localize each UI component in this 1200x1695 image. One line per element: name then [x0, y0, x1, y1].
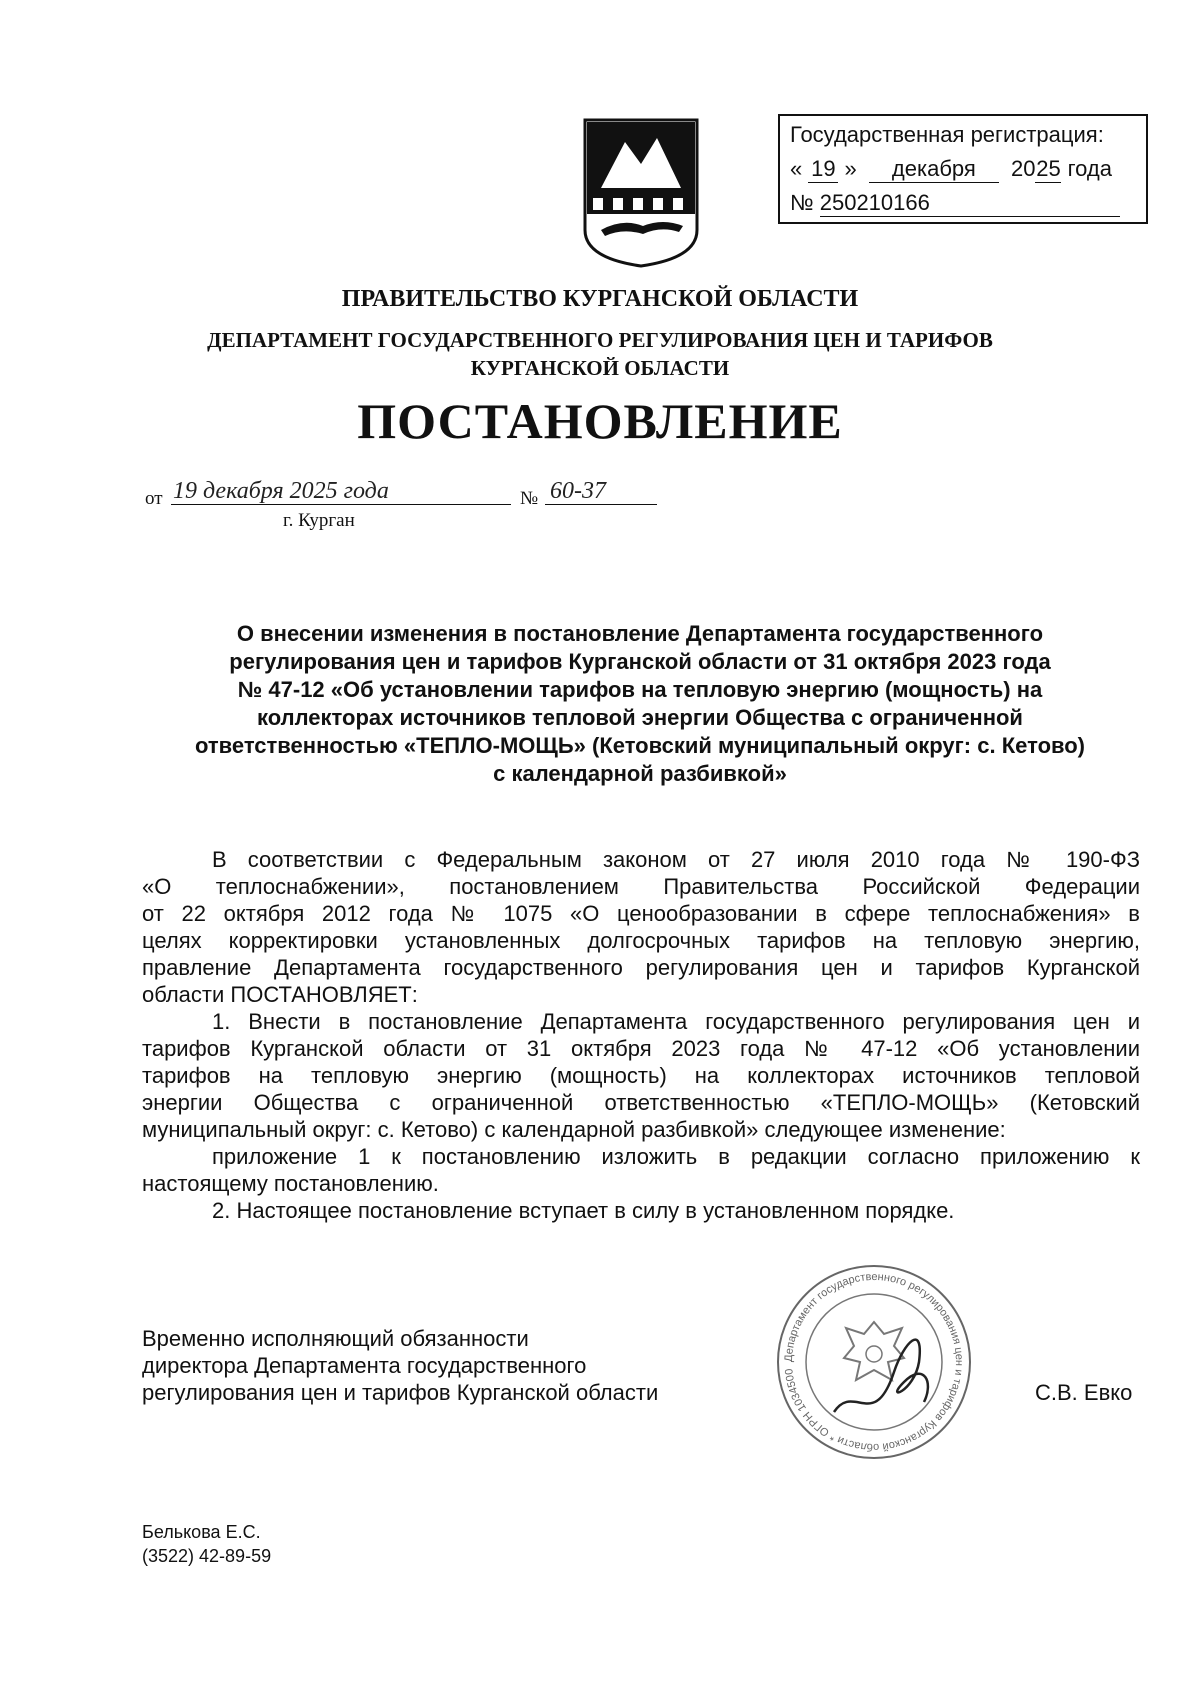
registration-day: 19 [808, 156, 838, 183]
city-label: г. Курган [283, 510, 355, 531]
body-line: В соответствии с Федеральным законом от 27 июля 2010 года № 190-ФЗ [212, 847, 1140, 872]
document-subject: О внесении изменения в постановление Департамента государственного регулирования цен и тарифов Курганской области от 31 октября 2023 года № 47-12 «Об установлении тарифов на тепловую энергию (мощность) на коллекторах источников тепловой энергии Общества с ограниченной ответственностью «ТЕПЛО-МОЩЬ» (Кетовский муниципальный округ: с. Кетово) с календарной разбивкой» [194, 621, 1086, 786]
date-handwritten: 19 декабря 2025 года [173, 478, 389, 504]
signatory-position: Временно исполняющий обязанности директора Департамента государственного регулирования цен и тарифов Курганской области [142, 1326, 659, 1405]
document-type-title: ПОСТАНОВЛЕНИЕ [357, 393, 843, 449]
body-line: области ПОСТАНОВЛЯЕТ: [142, 982, 418, 1007]
body-line: муниципальный округ: с. Кетово) с календарной разбивкой» следующее изменение: [142, 1117, 1006, 1142]
executor-info [142, 1520, 271, 1568]
body-line: правление Департамента государственного регулирования цен и тарифов Курганской [142, 955, 1140, 980]
body-line: 1. Внести в постановление Департамента государственного регулирования цен и [212, 1009, 1140, 1034]
body-line: «О теплоснабжении», постановлением Правительства Российской Федерации [142, 874, 1140, 899]
government-title: ПРАВИТЕЛЬСТВО КУРГАНСКОЙ ОБЛАСТИ [341, 286, 859, 312]
registration-date: « 19 » декабря 2025 года [790, 156, 1112, 181]
number-label: № [520, 488, 539, 509]
registration-title: Государственная регистрация: [790, 122, 1104, 147]
registration-month: декабря [869, 156, 999, 183]
body-line: настоящему постановлению. [142, 1171, 439, 1196]
executor-name: Белькова Е.С. [142, 1522, 261, 1542]
body-line: тарифов на тепловую энергию (мощность) на коллекторах источников тепловой [142, 1063, 1140, 1088]
department-title-line2: КУРГАНСКОЙ ОБЛАСТИ [470, 356, 730, 380]
body-line: тарифов Курганской области от 31 октября 2023 года № 47-12 «Об установлении [142, 1036, 1140, 1061]
body-line: приложение 1 к постановлению изложить в редакции согласно приложению к [212, 1144, 1140, 1169]
svg-text:Департамент государственного р: Департамент государственного регулирования цен и тарифов Курганской области * ОГРН 1034500 [782, 1270, 966, 1454]
date-number-line [145, 478, 665, 522]
signatory-name: С.В. Евко [1035, 1380, 1133, 1405]
registration-box [778, 114, 1148, 224]
body-line: энергии Общества с ограниченной ответственностью «ТЕПЛО-МОЩЬ» (Кетовский [142, 1090, 1140, 1115]
department-title-line1: ДЕПАРТАМЕНТ ГОСУДАРСТВЕННОГО РЕГУЛИРОВАНИЯ ЦЕН И ТАРИФОВ [207, 328, 993, 352]
executor-phone: (3522) 42-89-59 [142, 1546, 272, 1566]
official-seal-icon [774, 1262, 974, 1462]
number-handwritten: 60-37 [550, 478, 606, 504]
coat-of-arms-icon [583, 118, 699, 268]
body-line: 2. Настоящее постановление вступает в силу в установленном порядке. [212, 1198, 955, 1223]
body-line: целях корректировки установленных долгосрочных тарифов на тепловую энергию, [142, 928, 1140, 953]
registration-number: № 250210166 [790, 188, 1120, 218]
registration-year: 25 [1036, 156, 1061, 181]
date-from-label: от [145, 488, 163, 509]
body-line: от 22 октября 2012 года № 1075 «О ценообразовании в сфере теплоснабжения» в [142, 901, 1140, 926]
